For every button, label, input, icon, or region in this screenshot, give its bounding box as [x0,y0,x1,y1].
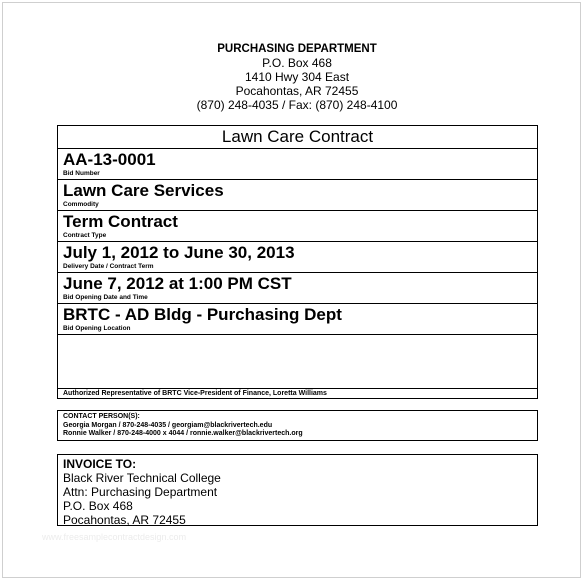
field-value: BRTC - AD Bldg - Purchasing Dept [63,305,342,324]
field-label: Bid Opening Location [63,325,131,332]
field-commodity [58,180,537,211]
field-bid-number [58,149,537,180]
city-state-zip: Pocahontas, AR 72455 [235,84,359,98]
contact-line: Georgia Morgan / 870-248-4035 / georgiam@blackrivertech.edu [63,421,273,429]
invoice-line: Black River Technical College [63,471,221,485]
field-value: Term Contract [63,212,178,231]
contract-title: Lawn Care Contract [58,126,537,149]
department-name: PURCHASING DEPARTMENT [217,43,377,55]
field-bid-opening-date [58,273,537,304]
field-label: Bid Opening Date and Time [63,294,148,301]
signature-area [58,335,537,399]
field-value: Lawn Care Services [63,181,224,200]
field-label: Delivery Date / Contract Term [63,263,154,270]
letterhead [150,42,444,112]
field-label: Bid Number [63,170,100,177]
contact-heading: CONTACT PERSON(S): [63,413,140,420]
street-address: 1410 Hwy 304 East [244,70,350,84]
signature-line [58,388,537,389]
phone-fax: (870) 248-4035 / Fax: (870) 248-4100 [196,98,398,112]
invoice-heading: INVOICE TO: [63,457,137,471]
field-contract-term [58,242,537,273]
contact-line: Ronnie Walker / 870-248-4000 x 4044 / ronnie.walker@blackrivertech.org [63,430,303,437]
field-contract-type [58,211,537,242]
field-value: July 1, 2012 to June 30, 2013 [63,243,295,262]
contract-info-box [57,125,538,399]
field-label: Contract Type [63,232,107,239]
po-box: P.O. Box 468 [262,56,332,70]
invoice-line: P.O. Box 468 [63,499,133,513]
signature-label: Authorized Representative of BRTC Vice-President of Finance, Loretta Williams [63,390,327,397]
field-label: Commodity [63,201,99,208]
field-bid-opening-location [58,304,537,335]
watermark-text: www.freesamplecontractdesign.com [42,532,187,542]
invoice-line: Attn: Purchasing Department [63,485,218,499]
field-value: June 7, 2012 at 1:00 PM CST [63,274,292,293]
contact-persons-box [57,410,538,441]
invoice-line: Pocahontas, AR 72455 [63,513,186,527]
invoice-to-box [57,454,538,526]
field-value: AA-13-0001 [63,150,156,169]
